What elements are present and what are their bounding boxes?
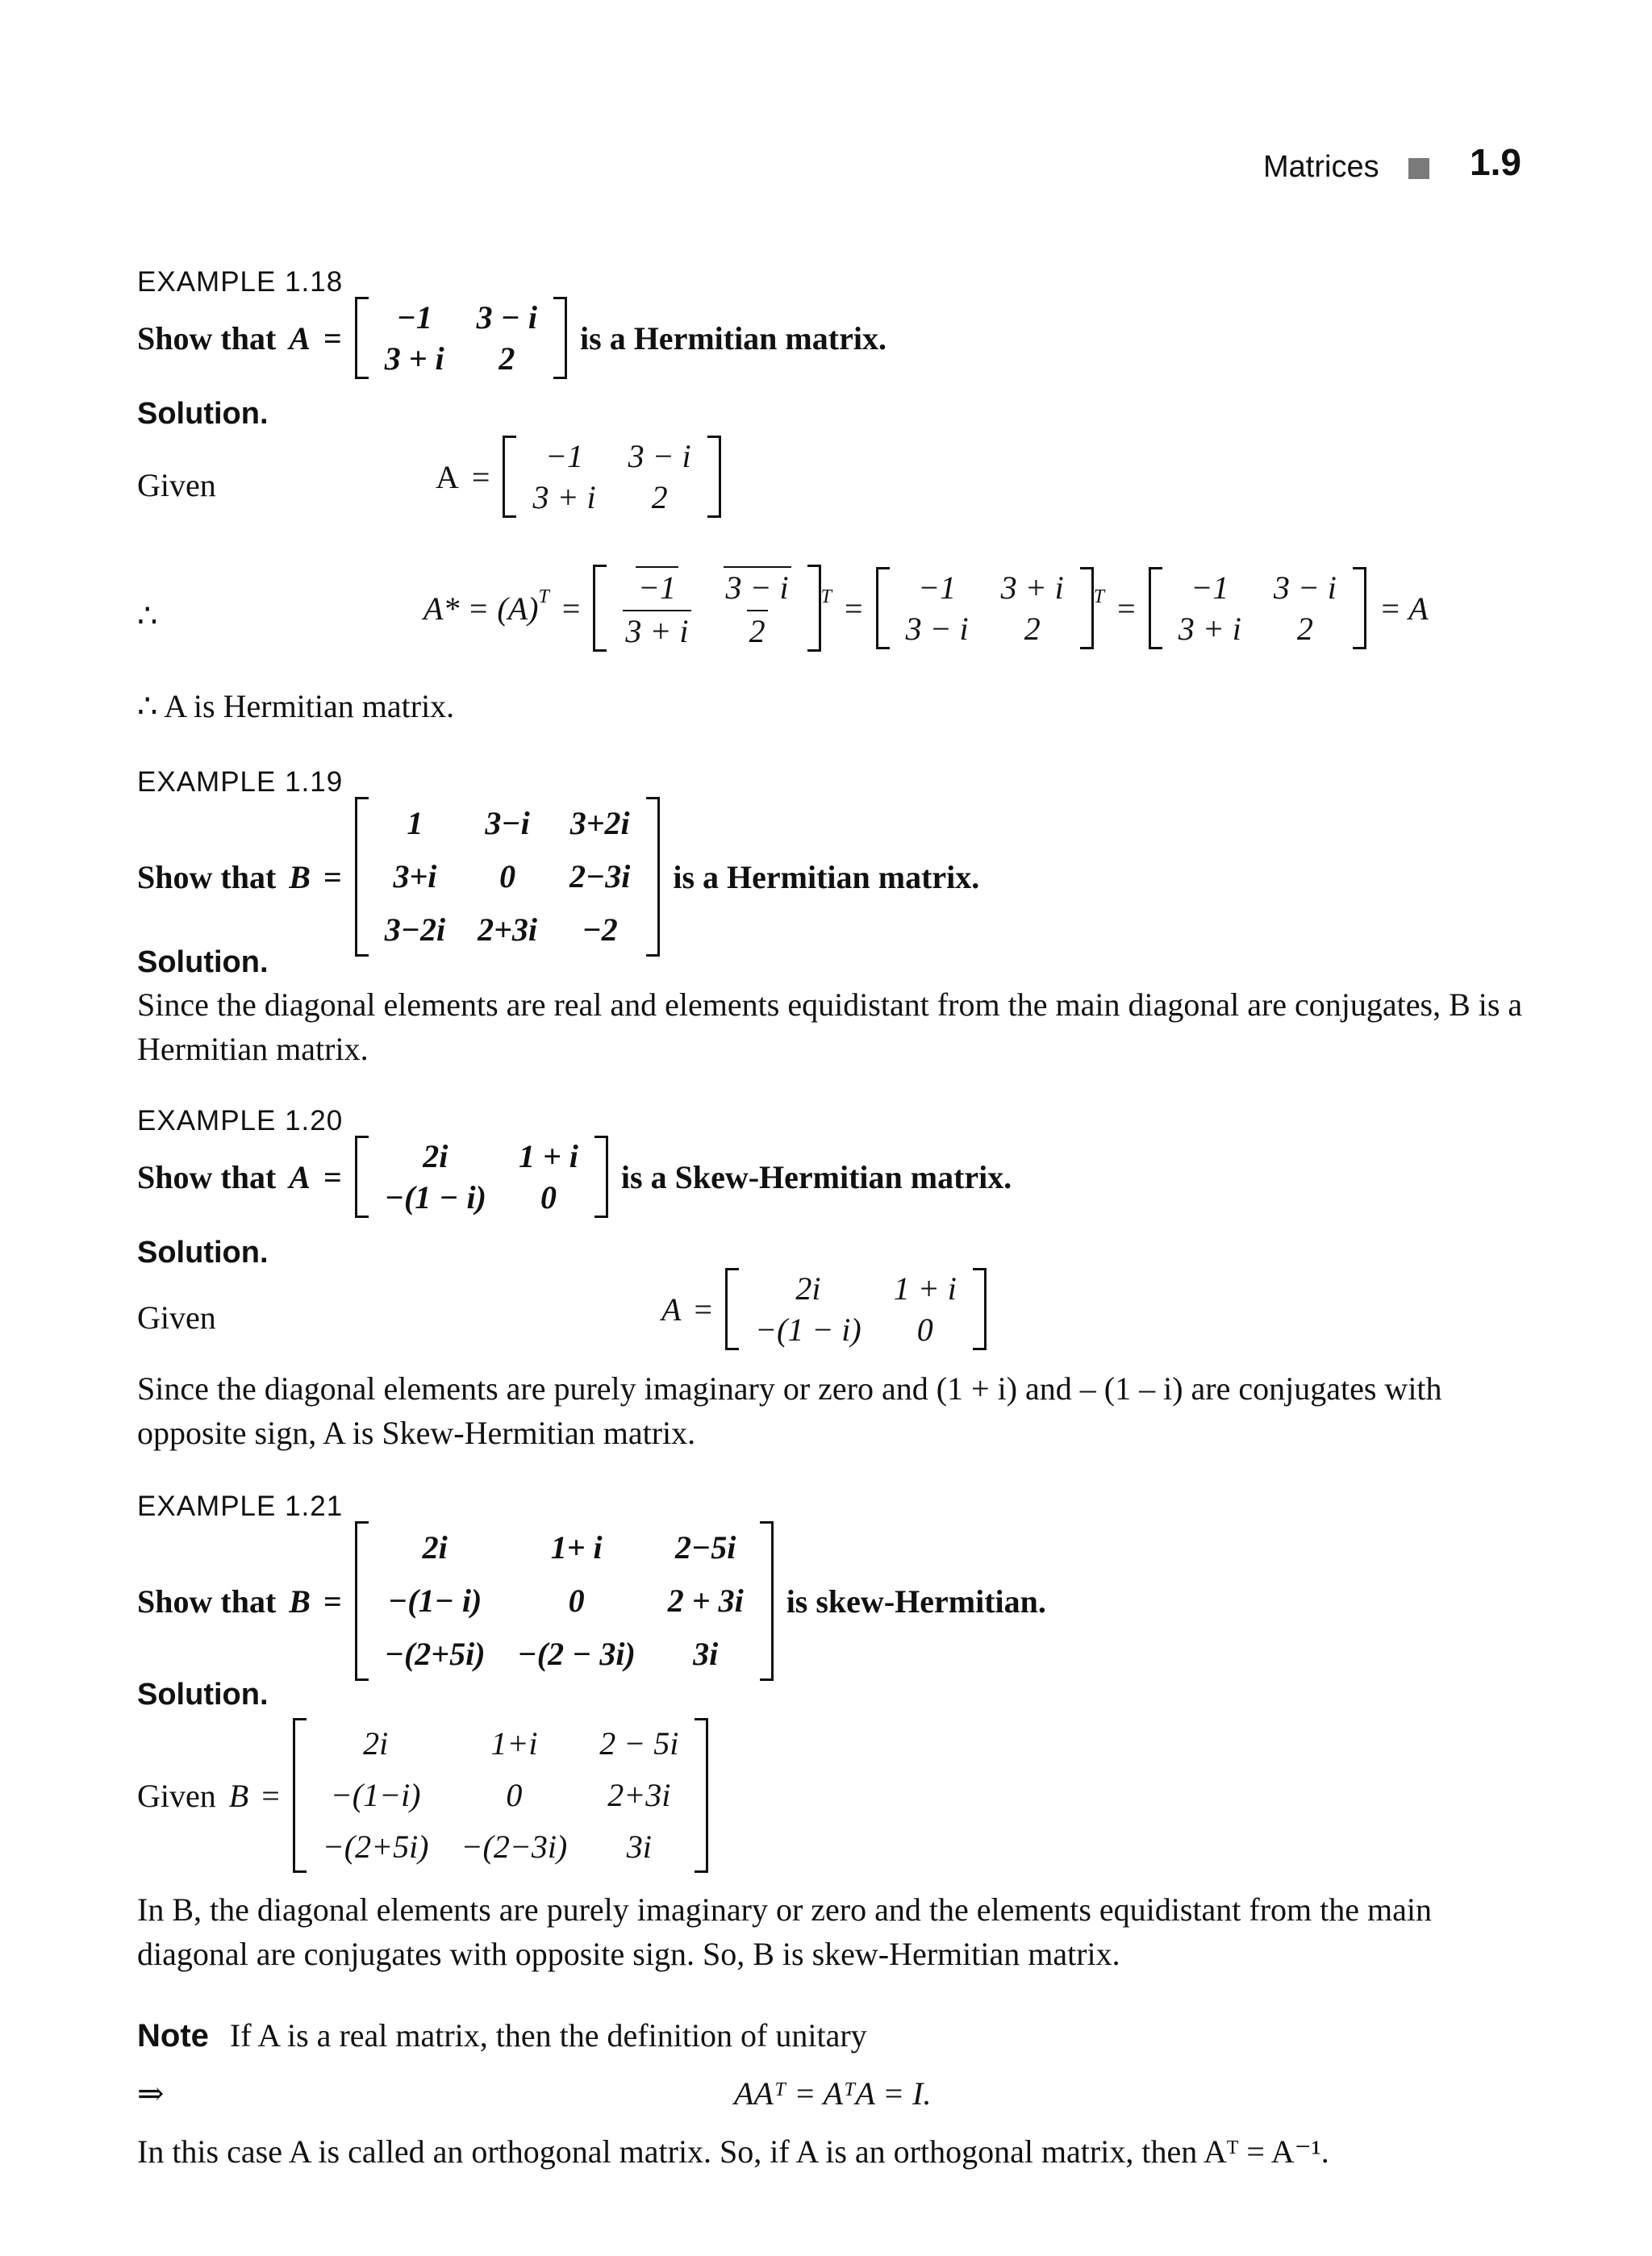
example-1-20-label: EXAMPLE 1.20: [137, 1105, 344, 1136]
equals-sign: =: [323, 319, 342, 357]
header-square-icon: [1408, 158, 1429, 179]
implies-symbol: ⇒: [137, 2075, 165, 2112]
conjugate-lhs: A* = (A): [423, 590, 539, 627]
matrix-b-121: 2i 1+ i 2−5i −(1− i) 0 2 + 3i −(2+5i) −(2 − 3i) 3i: [355, 1521, 774, 1681]
matrix-variable: A: [289, 319, 311, 357]
matrix-a-118: −1 3 − i 3 + i 2: [355, 297, 567, 379]
solution-label-119: Solution.: [137, 945, 269, 979]
matrix-b-119: 1 3−i 3+2i 3+i 0 2−3i 3−2i 2+3i −2: [355, 797, 661, 957]
orthogonal-equation: AAᵀ = AᵀA = I.: [734, 2075, 932, 2112]
explanation-121: In B, the diagonal elements are purely imaginary or zero and the elements equidistant from the main diagonal are conjugates with opposite sign. So, B is skew-Hermitian matrix.: [137, 1891, 1433, 1972]
matrix-a-120: 2i 1 + i −(1 − i) 0: [355, 1136, 608, 1218]
conclusion-118: ∴ A is Hermitian matrix.: [137, 688, 455, 724]
given-matrix-120: 2i 1 + i −(1 − i) 0: [725, 1268, 987, 1350]
note-conclusion: In this case A is called an orthogonal matrix. So, if A is an orthogonal matrix, then Aᵀ = A⁻¹.: [137, 2133, 1329, 2170]
given-equation-120: A = 2i 1 + i −(1 − i) 0: [661, 1268, 987, 1350]
show-that-text: Show that: [137, 319, 277, 357]
given-label-120: Given: [137, 1299, 216, 1336]
conjugate-matrix: −1 3 + i 3 − i 2: [876, 567, 1094, 649]
page-number: 1.9: [1470, 141, 1521, 183]
conjugated-matrix: −1 3 − i 3 + i 2: [593, 565, 820, 652]
solution-label-121: Solution.: [137, 1678, 269, 1712]
note-line: [137, 2016, 867, 2054]
result-matrix: −1 3 − i 3 + i 2: [1149, 567, 1366, 649]
conjugate-transpose-chain-118: A* = (A) T = −1 3 − i 3 + i 2 T = −1 3 + i 3 − i 2 T = −1 3 − i 3 + i 2 = A: [423, 565, 1429, 652]
example-1-21-label: EXAMPLE 1.21: [137, 1491, 344, 1522]
given-matrix-118: −1 3 − i 3 + i 2: [503, 436, 720, 518]
example-1-18-statement: [137, 297, 886, 379]
example-1-18-label: EXAMPLE 1.18: [137, 266, 344, 298]
example-1-19-statement: Show that B = 1 3−i 3+2i 3+i 0 2−3i 3−2i 2+3i −2 is a Hermitian matrix.: [137, 797, 979, 957]
given-label-118: Given: [137, 467, 216, 503]
explanation-119: Since the diagonal elements are real and elements equidistant from the main diagonal are conjugates, B is a Hermitian matrix.: [137, 986, 1523, 1067]
explanation-120: Since the diagonal elements are purely imaginary or zero and (1 + i) and – (1 – i) are conjugates with opposite sign, A is Skew-Hermitian matrix.: [137, 1370, 1442, 1451]
therefore-symbol: ∴: [137, 598, 158, 634]
given-equation-121: Given B = 2i 1+i 2 − 5i −(1−i) 0 2+3i −(2+5i) −(2−3i) 3i: [137, 1718, 708, 1873]
example-1-20-statement: Show that A = 2i 1 + i −(1 − i) 0 is a Skew-Hermitian matrix.: [137, 1136, 1012, 1218]
running-header-title: Matrices: [1263, 150, 1379, 184]
given-matrix-121: 2i 1+i 2 − 5i −(1−i) 0 2+3i −(2+5i) −(2−3i) 3i: [293, 1718, 709, 1873]
solution-label-118: Solution.: [137, 397, 269, 431]
example-1-19-label: EXAMPLE 1.19: [137, 766, 344, 798]
given-equation-118: A = −1 3 − i 3 + i 2: [436, 436, 721, 518]
note-label: Note: [137, 2018, 209, 2054]
solution-label-120: Solution.: [137, 1236, 269, 1270]
note-text: If A is a real matrix, then the definition of unitary: [229, 2017, 867, 2054]
claim-text: is a Hermitian matrix.: [580, 319, 886, 357]
example-1-21-statement: Show that B = 2i 1+ i 2−5i −(1− i) 0 2 + 3i −(2+5i) −(2 − 3i) 3i is skew-Hermitian.: [137, 1521, 1046, 1681]
